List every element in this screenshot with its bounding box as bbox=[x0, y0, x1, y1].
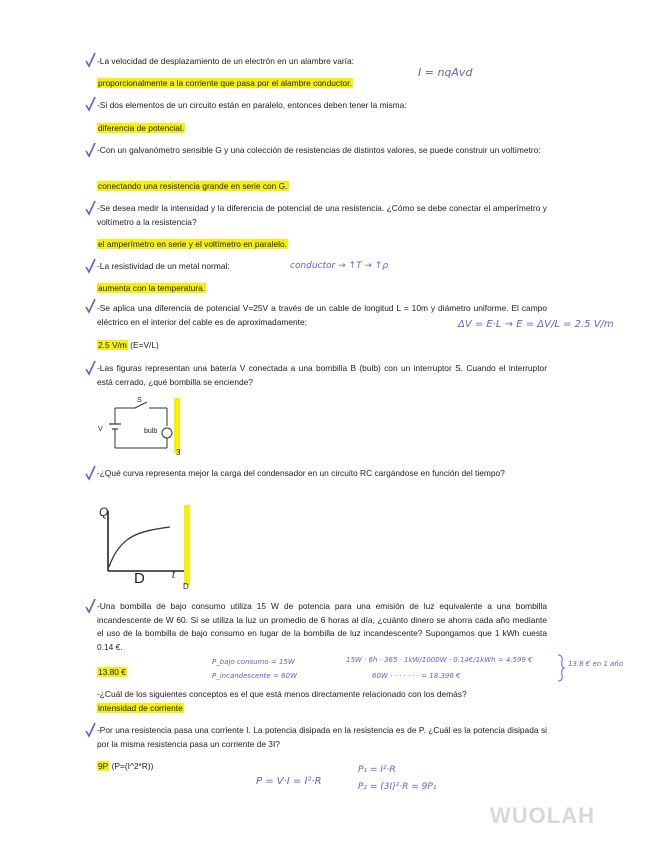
handwritten-note: I = nqAvd bbox=[418, 66, 473, 79]
answer-highlight: conectando una resistencia grande en serie con G. bbox=[98, 181, 288, 191]
answer-highlight: el amperímetro en serie y el voltímetro en paralelo. bbox=[98, 239, 287, 249]
question-11: -Por una resistencia pasa una corriente I. La potencia disipada en la resistencia es de P. ¿Cuál es la potencia disipada si por la misma resistencia pasa un corriente de 3I? bbox=[97, 725, 547, 749]
question-7: -Las figuras representan una batería V conectada a una bombilla B (bulb) con un interruptor S. Cuando el interruptor está cerrado, ¿qué bombilla se enciende? bbox=[97, 363, 547, 387]
question-10: -¿Cuál de los siguientes conceptos es el que está menos directamente relacionado con los demás? bbox=[97, 689, 467, 699]
handwritten-note: 15W · 6h · 365 · 1kW/1000W · 0.14€/1kWh = 4.599 € bbox=[346, 656, 533, 664]
check-mark-icon bbox=[84, 722, 98, 738]
check-mark-icon bbox=[84, 258, 98, 274]
handwritten-note: P₁ = I²·R bbox=[358, 765, 396, 775]
handwritten-note: 13.8 € en 1 año bbox=[568, 660, 624, 668]
answer-10 bbox=[97, 702, 184, 714]
handwritten-note: conductor → ↑T → ↑ρ bbox=[290, 261, 389, 271]
bulb-label: bulb bbox=[144, 428, 158, 435]
question-4: -Se desea medir la intensidad y la diferencia de potencial de una resistencia. ¿Cómo se debe conectar el amperímetro y voltímetro a la resistencia? bbox=[97, 203, 547, 227]
question-5: -La resistividad de un metal normal: bbox=[97, 261, 230, 271]
switch-label: S bbox=[137, 397, 142, 404]
answer-9 bbox=[97, 666, 127, 678]
handwritten-note: ΔV = E·L → E = ΔV/L = 2.5 V/m bbox=[458, 319, 614, 330]
check-mark-icon bbox=[84, 465, 98, 481]
question-1: -La velocidad de desplazamiento de un electrón en un alambre varía: bbox=[97, 56, 354, 66]
answer-8: D bbox=[183, 582, 189, 591]
answer-highlight: 13.80 € bbox=[98, 667, 126, 677]
question-3: -Con un galvanómetro sensible G y una colección de resistencias de distintos valores, se puede construir un voltímetro: bbox=[97, 145, 541, 155]
question-9: -Una bombilla de bajo consumo utiliza 15 W de potencia para una emisión de luz equivalente a una bombilla incandescente de W 60. Si se utiliza la luz un promedio de 6 horas al día, ¿cuánto dinero se ahorra cada año mediante el uso de la bombilla de bajo consumo en lugar de la bombilla de luz incandescente? Supongamos que 1 kWh cuesta 0.14 €. bbox=[97, 601, 547, 652]
answer-6 bbox=[97, 339, 159, 351]
answer-5 bbox=[97, 282, 206, 294]
answer-1 bbox=[97, 77, 353, 89]
circuit-diagram bbox=[95, 396, 185, 454]
wuolah-watermark: WUOLAH bbox=[490, 803, 595, 828]
handwritten-note: P_incandescente = 60W bbox=[212, 672, 297, 680]
check-mark-icon bbox=[84, 298, 98, 314]
question-8: -¿Qué curva representa mejor la carga del condensador en un circuito RC cargándose en función del tiempo? bbox=[97, 468, 505, 478]
curve-label: D bbox=[134, 570, 145, 587]
y-axis-label: Q bbox=[99, 505, 109, 519]
check-mark-icon bbox=[84, 52, 98, 68]
answer-4 bbox=[97, 238, 288, 250]
answer-highlight-bar bbox=[184, 505, 190, 585]
answer-2 bbox=[97, 122, 185, 134]
answer-3 bbox=[97, 180, 289, 192]
answer-highlight-bar bbox=[174, 398, 180, 453]
check-mark-icon bbox=[84, 142, 98, 158]
answer-formula: (P=(I^2*R)) bbox=[109, 761, 154, 771]
handwritten-note: P = V·I = I²·R bbox=[256, 776, 322, 787]
handwritten-note: P_bajo consumo = 15W bbox=[212, 658, 295, 666]
answer-highlight: intensidad de corriente bbox=[98, 703, 183, 713]
answer-formula: (E=V/L) bbox=[127, 340, 159, 350]
check-mark-icon bbox=[84, 200, 98, 216]
battery-label: V bbox=[98, 426, 103, 433]
question-6: -Se aplica una diferencia de potencial V=25V a través de un cable de longitud L = 10m y diámetro uniforme. El campo eléctrico en el interior del cable es de aproximadamente: bbox=[97, 303, 547, 327]
answer-highlight: proporcionalmente a la corriente que pasa por el alambre conductor. bbox=[98, 78, 352, 88]
brace-icon bbox=[556, 653, 566, 683]
check-mark-icon bbox=[84, 598, 98, 614]
rc-charge-graph bbox=[100, 505, 190, 587]
answer-11 bbox=[97, 760, 153, 772]
answer-highlight: aumenta con la temperatura. bbox=[98, 283, 206, 293]
check-mark-icon bbox=[84, 96, 98, 112]
x-axis-label: t bbox=[172, 570, 175, 581]
question-2: -Si dos elementos de un circuito están en paralelo, entonces deben tener la misma: bbox=[97, 100, 407, 110]
check-mark-icon bbox=[84, 360, 98, 376]
answer-7: 3 bbox=[176, 448, 181, 457]
answer-highlight: 2.5 V/m bbox=[98, 340, 127, 350]
answer-highlight: diferencia de potencial. bbox=[98, 123, 185, 133]
handwritten-note: 60W · · · · · · · = 18.396 € bbox=[372, 672, 461, 680]
answer-highlight: 9P bbox=[98, 761, 109, 771]
handwritten-note: P₂ = (3I)²·R = 9P₁ bbox=[358, 782, 437, 792]
